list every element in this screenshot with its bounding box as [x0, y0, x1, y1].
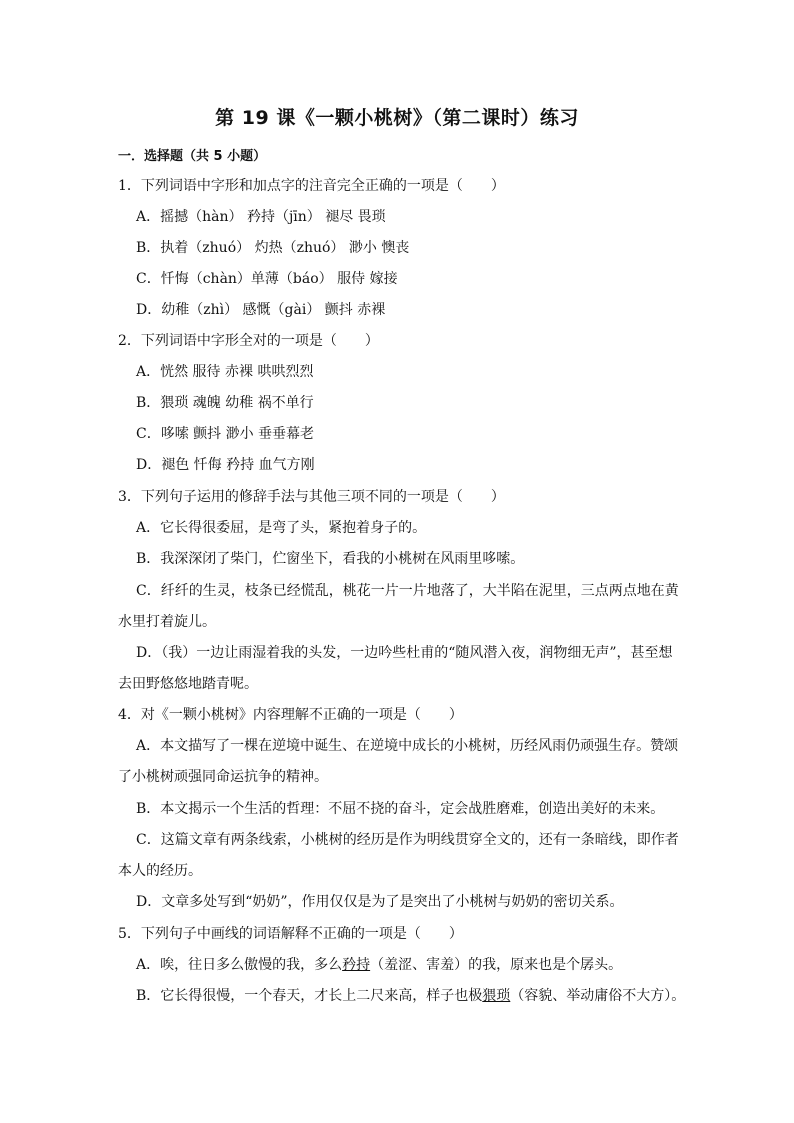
question-3-option-c-continued: 水里打着旋儿。	[118, 614, 216, 630]
section-heading: 一．选择题（共 5 小题）	[118, 149, 267, 164]
question-1-option-a: A．摇撼（hàn） 矜持（jīn） 褪尽 畏琐	[136, 209, 386, 225]
question-2-stem: 2．下列词语中字形全对的一项是（ ）	[118, 333, 379, 349]
question-4-option-c-continued: 本人的经历。	[118, 863, 202, 879]
option-text: A．唉，往日多么傲慢的我，多么	[136, 957, 343, 973]
question-4-option-a-continued: 了小桃树顽强同命运抗争的精神。	[118, 769, 328, 785]
question-4-stem: 4．对《一颗小桃树》内容理解不正确的一项是（ ）	[118, 707, 463, 723]
option-text: （容貌、举动庸俗不大方）。	[510, 988, 686, 1004]
question-4-option-a: A．本文描写了一棵在逆境中诞生、在逆境中成长的小桃树，历经风雨仍顽强生存。赞颂	[136, 738, 679, 754]
question-2-option-a: A．恍然 服待 赤裸 哄哄烈烈	[136, 364, 314, 380]
question-2-option-d: D．褪色 忏侮 矜持 血气方刚	[136, 457, 315, 473]
question-3-stem: 3．下列句子运用的修辞手法与其他三项不同的一项是（ ）	[118, 489, 505, 505]
question-2-option-b: B．猥琐 魂魄 幼稚 祸不单行	[136, 395, 314, 411]
underlined-word: 矜持	[342, 957, 371, 973]
question-1-option-b: B．执着（zhuó） 灼热（zhuó） 渺小 懊丧	[136, 240, 410, 256]
question-5-option-b	[136, 987, 706, 1005]
option-text: B．它长得很慢，一个春天，才长上二尺来高，样子也极	[136, 988, 483, 1004]
question-1-option-d: D．幼稚（zhì） 感慨（gài） 颤抖 赤裸	[136, 302, 386, 318]
question-1-stem: 1．下列词语中字形和加点字的注音完全正确的一项是（ ）	[118, 178, 505, 194]
question-4-option-c: C．这篇文章有两条线索，小桃树的经历是作为明线贯穿全文的，还有一条暗线，即作者	[136, 832, 679, 848]
question-3-option-c: C．纤纤的生灵，枝条已经慌乱，桃花一片一片地落了，大半陷在泥里，三点两点地在黄	[136, 583, 679, 599]
question-2-option-c: C．哆嗦 颤抖 渺小 垂垂幕老	[136, 426, 315, 442]
page-title: 第 19 课《一颗小桃树》（第二课时）练习	[215, 107, 579, 129]
question-3-option-b: B．我深深闭了柴门，伫窗坐下，看我的小桃树在风雨里哆嗦。	[136, 551, 525, 567]
question-3-option-d: D．（我）一边让雨湿着我的头发，一边吟些杜甫的“随风潜入夜，润物细无声”，甚至想	[136, 645, 673, 661]
question-3-option-d-continued: 去田野悠悠地踏青呢。	[118, 676, 258, 692]
question-5-option-a	[136, 956, 706, 974]
question-4-option-b: B．本文揭示一个生活的哲理：不屈不挠的奋斗，定会战胜磨难，创造出美好的未来。	[136, 801, 665, 817]
question-1-option-c: C．忏悔（chàn）单薄（báo） 服侍 嫁接	[136, 271, 398, 287]
underlined-word: 猥琐	[482, 988, 511, 1004]
question-3-option-a: A．它长得很委屈，是弯了头，紧抱着身子的。	[136, 520, 427, 536]
option-text: （羞涩、害羞）的我，原来也是个孱头。	[370, 957, 623, 973]
question-4-option-d: D．文章多处写到“奶奶”，作用仅仅是为了是突出了小桃树与奶奶的密切关系。	[136, 894, 624, 910]
question-5-stem: 5．下列句子中画线的词语解释不正确的一项是（ ）	[118, 926, 463, 942]
